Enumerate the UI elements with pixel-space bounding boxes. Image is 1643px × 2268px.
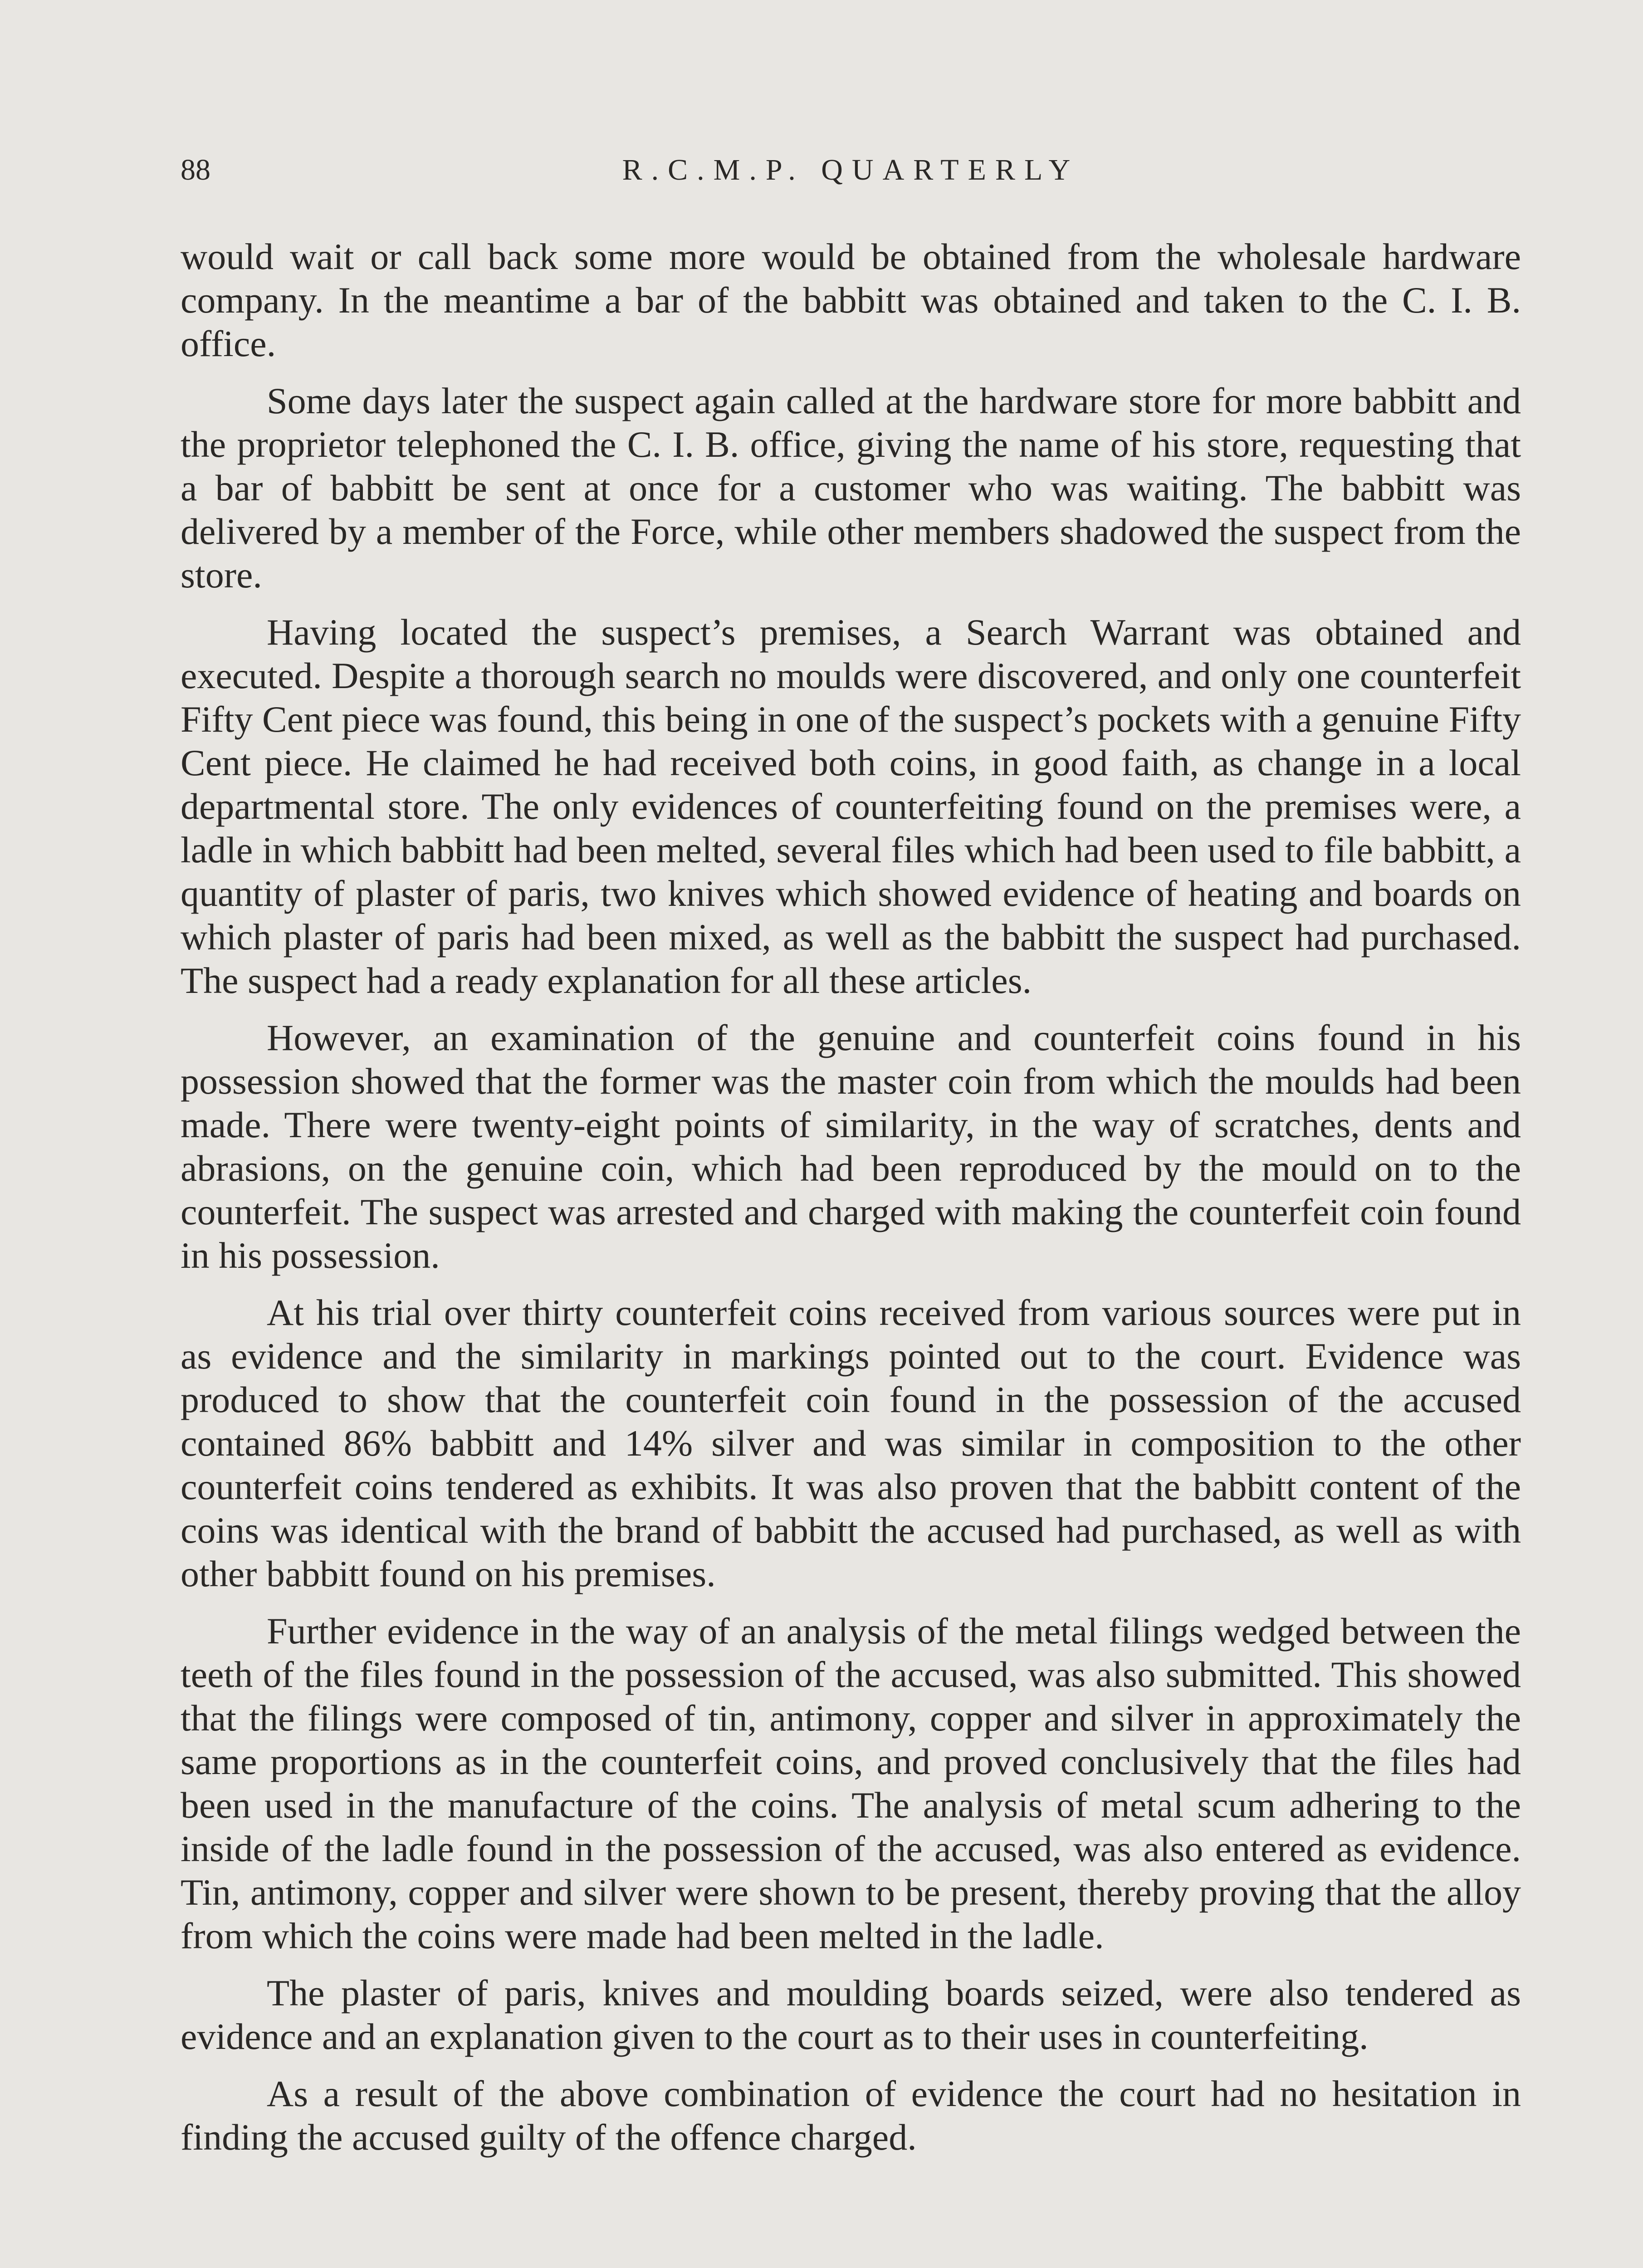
paragraph-hardware-store: Some days later the suspect again called at the hardware store for more babbitt and the proprietor telephoned the C. I. B. office, giving the name of his store, requesting that a bar of babbitt be sent at once for a customer who was waiting. The babbitt was delivered by a member of the Force, while other members shadowed the suspect from the store. [181, 380, 1521, 596]
article-body [181, 235, 1521, 2173]
paragraph-metal-filings: Further evidence in the way of an analysis of the metal filings wedged between the teeth of the files found in the possession of the accused, was also submitted. This showed that the filings were composed of tin, antimony, copper and silver in approximately the same proportions as in the counterfeit coins, and proved conclusively that the files had been used in the manufacture of the coins. The analysis of metal scum adhering to the inside of the ladle found in the possession of the accused, was also entered as evidence. Tin, antimony, copper and silver were shown to be present, thereby proving that the alloy from which the coins were made had been melted in the ladle. [181, 1610, 1521, 1956]
page-header [181, 150, 1521, 191]
page-number: 88 [181, 153, 210, 186]
running-title: R.C.M.P. QUARTERLY [622, 153, 1080, 186]
paragraph-verdict: As a result of the above combination of evidence the court had no hesitation in finding the accused guilty of the offence charged. [181, 2073, 1521, 2158]
paragraph-plaster-evidence: The plaster of paris, knives and moulding boards seized, were also tendered as evidence and an explanation given to the court as to their uses in counterfeiting. [181, 1972, 1521, 2057]
paragraph-trial: At his trial over thirty counterfeit coins received from various sources were put in as evidence and the similarity in markings pointed out to the court. Evidence was produced to show that the counterfeit coin found in the possession of the accused contained 86% babbitt and 14% silver and was similar in composition to the other counterfeit coins tendered as exhibits. It was also proven that the babbitt content of the coins was identical with the brand of babbitt the accused had purchased, as well as with other babbitt found on his premises. [181, 1292, 1521, 1594]
paragraph-search-warrant: Having located the suspect’s premises, a Search Warrant was obtained and executed. Despite a thorough search no moulds were discovered, and only one counterfeit Fifty Cent piece was found, this being in one of the suspect’s pockets with a genuine Fifty Cent piece. He claimed he had received both coins, in good faith, as change in a local departmental store. The only evidences of counterfeiting found on the premises were, a ladle in which babbitt had been melted, several files which had been used to file babbitt, a quantity of plaster of paris, two knives which showed evidence of heating and boards on which plaster of paris had been mixed, as well as the babbitt the suspect had purchased. The suspect had a ready explanation for all these articles. [181, 611, 1521, 1001]
paragraph-continued: would wait or call back some more would be obtained from the wholesale hardware company. In the meantime a bar of the babbitt was obtained and taken to the C. I. B. office. [181, 236, 1521, 364]
paragraph-coin-examination: However, an examination of the genuine and counterfeit coins found in his possession showed that the former was the master coin from which the moulds had been made. There were twenty-eight points of similarity, in the way of scratches, dents and abrasions, on the genuine coin, which had been reproduced by the mould on to the counterfeit. The suspect was arrested and charged with making the counterfeit coin found in his possession. [181, 1017, 1521, 1276]
